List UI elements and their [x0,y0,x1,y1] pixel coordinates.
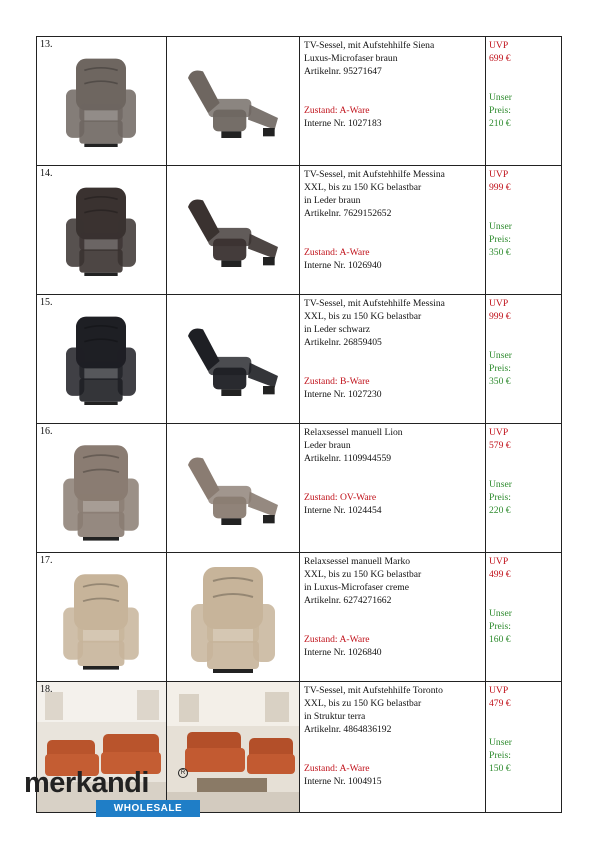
product-image [167,295,299,423]
internal-number: Interne Nr. 1027230 [304,389,382,400]
product-description-cell [300,424,486,553]
product-description-cell [300,553,486,682]
product-line: XXL, bis zu 150 KG belastbar [304,698,422,709]
product-line: Artikelnr. 4864836192 [304,724,392,735]
product-line: TV-Sessel, mit Aufstehhilfe Toronto [304,685,443,696]
product-line: Artikelnr. 1109944559 [304,453,392,464]
product-image [37,37,166,165]
uvp-label: UVP [489,685,509,696]
our-price-label: Unser [489,737,512,748]
product-description-cell [300,295,486,424]
table-row [37,424,562,553]
condition-label: Zustand: OV-Ware [304,492,377,503]
product-line: TV-Sessel, mit Aufstehhilfe Siena [304,40,435,51]
product-line: Relaxsessel manuell Lion [304,427,403,438]
product-image-cell [37,37,167,166]
condition-label: Zustand: A-Ware [304,247,370,258]
product-line: TV-Sessel, mit Aufstehhilfe Messina [304,298,445,309]
item-number: 18. [40,684,53,695]
logo-badge: WHOLESALE [96,800,200,817]
our-price-label: Preis: [489,621,511,632]
price-cell [486,424,562,553]
product-image-cell [37,295,167,424]
product-description-cell [300,37,486,166]
product-line: Artikelnr. 95271647 [304,66,382,77]
product-image [167,424,299,552]
our-price-label: Unser [489,350,512,361]
price-cell [486,166,562,295]
product-description-cell [300,166,486,295]
our-price: 150 € [489,763,511,774]
product-line: in Luxus-Microfaser creme [304,582,409,593]
uvp-price: 499 € [489,569,511,580]
internal-number: Interne Nr. 1026840 [304,647,382,658]
product-image-cell [37,424,167,553]
item-number: 16. [40,426,53,437]
product-line: Relaxsessel manuell Marko [304,556,411,567]
price-cell [486,295,562,424]
item-number: 15. [40,297,53,308]
internal-number: Interne Nr. 1004915 [304,776,382,787]
our-price: 210 € [489,118,511,129]
merkandi-logo [24,768,194,818]
product-line: in Leder braun [304,195,361,206]
our-price: 220 € [489,505,511,516]
uvp-label: UVP [489,298,509,309]
price-cell [486,37,562,166]
our-price: 160 € [489,634,511,645]
our-price-label: Preis: [489,105,511,116]
our-price-label: Unser [489,221,512,232]
internal-number: Interne Nr. 1024454 [304,505,382,516]
product-image-cell [167,553,300,682]
logo-wordmark: merkandi [24,767,149,799]
our-price-label: Preis: [489,234,511,245]
product-line: Artikelnr. 26859405 [304,337,382,348]
our-price-label: Preis: [489,750,511,761]
table-row [37,553,562,682]
product-line: XXL, bis zu 150 KG belastbar [304,311,422,322]
uvp-price: 579 € [489,440,511,451]
condition-label: Zustand: A-Ware [304,105,370,116]
our-price: 350 € [489,247,511,258]
product-line: in Leder schwarz [304,324,371,335]
internal-number: Interne Nr. 1027183 [304,118,382,129]
our-price-label: Unser [489,479,512,490]
uvp-price: 699 € [489,53,511,64]
product-line: XXL, bis zu 150 KG belastbar [304,182,422,193]
product-line: Artikelnr. 6274271662 [304,595,392,606]
condition-label: Zustand: B-Ware [304,376,370,387]
uvp-label: UVP [489,169,509,180]
product-image [37,424,166,552]
uvp-label: UVP [489,40,509,51]
item-number: 13. [40,39,53,50]
product-image-cell [167,295,300,424]
table-row [37,37,562,166]
uvp-price: 999 € [489,311,511,322]
item-number: 14. [40,168,53,179]
product-image [167,166,299,294]
product-image-cell [37,166,167,295]
uvp-label: UVP [489,427,509,438]
our-price-label: Preis: [489,492,511,503]
price-cell [486,553,562,682]
product-table [36,36,562,813]
price-cell [486,682,562,813]
our-price: 350 € [489,376,511,387]
our-price-label: Unser [489,92,512,103]
uvp-price: 999 € [489,182,511,193]
product-image [167,37,299,165]
uvp-label: UVP [489,556,509,567]
product-line: XXL, bis zu 150 KG belastbar [304,569,422,580]
condition-label: Zustand: A-Ware [304,634,370,645]
product-line: TV-Sessel, mit Aufstehhilfe Messina [304,169,445,180]
item-number: 17. [40,555,53,566]
table-row [37,295,562,424]
our-price-label: Unser [489,608,512,619]
product-line: Luxus-Microfaser braun [304,53,398,64]
product-line: Artikelnr. 7629152652 [304,208,392,219]
product-image [167,553,299,681]
product-image-cell [167,424,300,553]
product-image [37,553,166,681]
registered-icon: R [178,768,188,778]
product-image [37,166,166,294]
table-row [37,166,562,295]
product-image-cell [37,553,167,682]
product-description-cell [300,682,486,813]
our-price-label: Preis: [489,363,511,374]
product-line: in Struktur terra [304,711,366,722]
product-image-cell [167,166,300,295]
product-image-cell [167,37,300,166]
product-image [37,295,166,423]
product-line: Leder braun [304,440,351,451]
uvp-price: 479 € [489,698,511,709]
internal-number: Interne Nr. 1026940 [304,260,382,271]
condition-label: Zustand: A-Ware [304,763,370,774]
